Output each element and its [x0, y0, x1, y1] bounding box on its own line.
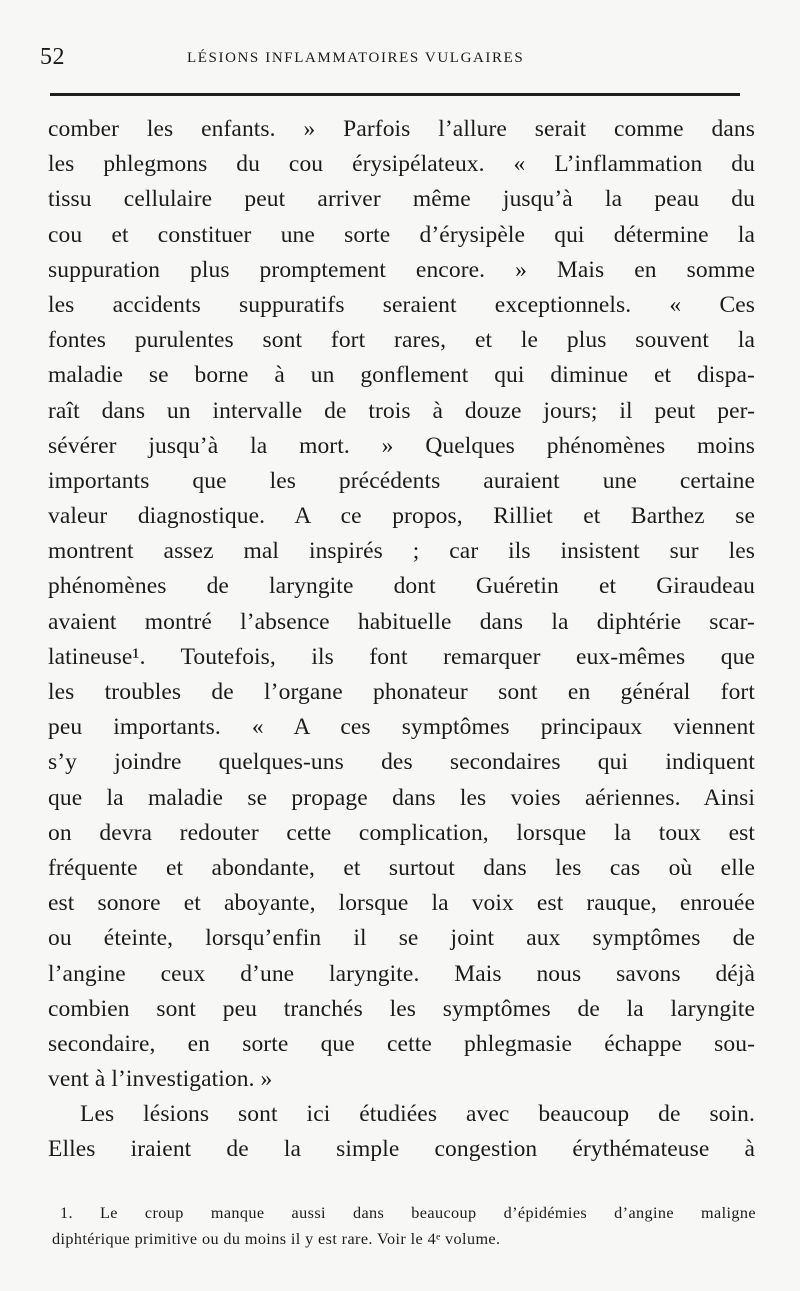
text-line: valeur diagnostique. A ce propos, Rilliet et Barthez se [48, 503, 755, 530]
text-line: cou et constituer une sorte d’érysipèle qui détermine la [48, 221, 755, 248]
text-line: Les lésions sont ici étudiées avec beaucoup de soin. [80, 1101, 755, 1128]
text-line: sévérer jusqu’à la mort. » Quelques phénomènes moins [48, 432, 755, 459]
text-line: peu importants. « A ces symptômes principaux viennent [48, 714, 755, 741]
text-line: comber les enfants. » Parfois l’allure serait comme dans [48, 116, 755, 142]
text-line: est sonore et aboyante, lorsque la voix est rauque, enrouée [48, 890, 755, 917]
text-line: suppuration plus promptement encore. » Mais en somme [48, 256, 755, 283]
text-line: tissu cellulaire peut arriver même jusqu’à la peau du [48, 186, 755, 213]
text-line: les accidents suppuratifs seraient exceptionnels. « Ces [48, 291, 755, 318]
text-line: on devra redouter cette complication, lorsque la toux est [48, 819, 755, 846]
text-line: phénomènes de laryngite dont Guéretin et Giraudeau [48, 573, 755, 600]
text-line: les phlegmons du cou érysipélateux. « L’inflammation du [48, 151, 755, 178]
text-line: maladie se borne à un gonflement qui diminue et dispa- [48, 362, 755, 389]
text-line: avaient montré l’absence habituelle dans la diphtérie scar- [48, 608, 755, 635]
text-line: raît dans un intervalle de trois à douze jours; il peut per- [48, 397, 755, 424]
footnote-line: diphtérique primitive ou du moins il y est rare. Voir le 4ᵉ volume. [52, 1230, 501, 1248]
header-rule [50, 93, 740, 96]
running-title: LÉSIONS INFLAMMATOIRES VULGAIRES [187, 50, 525, 66]
text-line: importants que les précédents auraient une certaine [48, 467, 755, 494]
text-line: fontes purulentes sont fort rares, et le plus souvent la [48, 327, 755, 354]
footnote-line: 1. Le croup manque aussi dans beaucoup d’épidémies d’angine maligne [60, 1204, 756, 1222]
text-line: Elles iraient de la simple congestion érythémateuse à [48, 1136, 755, 1163]
text-line: vent à l’investigation. » [48, 1066, 273, 1093]
page-number: 52 [40, 44, 65, 70]
text-line: l’angine ceux d’une laryngite. Mais nous savons déjà [48, 960, 755, 987]
text-line: les troubles de l’organe phonateur sont en général fort [48, 679, 755, 705]
footnote [52, 1200, 756, 1252]
text-line: secondaire, en sorte que cette phlegmasie échappe sou- [48, 1030, 755, 1057]
text-line: s’y joindre quelques-uns des secondaires qui indiquent [48, 749, 755, 776]
page-header [40, 40, 755, 80]
text-line: fréquente et abondante, et surtout dans les cas où elle [48, 854, 755, 881]
text-line: latineuse¹. Toutefois, ils font remarquer eux-mêmes que [48, 643, 755, 670]
text-line: que la maladie se propage dans les voies aériennes. Ainsi [48, 784, 755, 811]
text-line: montrent assez mal inspirés ; car ils insistent sur les [48, 538, 755, 565]
text-line: ou éteinte, lorsqu’enfin il se joint aux symptômes de [48, 925, 755, 952]
text-line: combien sont peu tranchés les symptômes de la laryngite [48, 995, 755, 1022]
body-text [48, 112, 755, 1168]
